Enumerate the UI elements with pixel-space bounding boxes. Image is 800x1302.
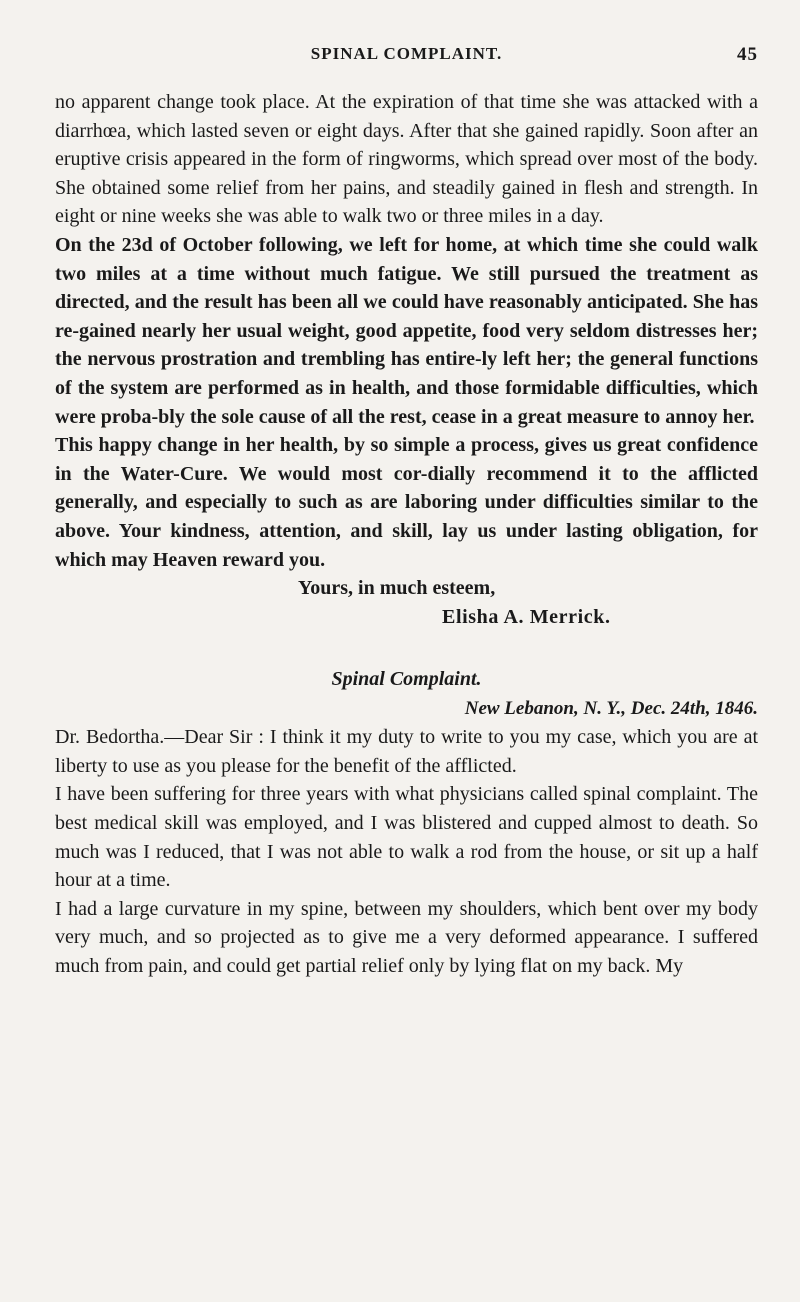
letter-closing: Yours, in much esteem, (298, 577, 496, 600)
running-head: SPINAL COMPLAINT. (310, 44, 503, 63)
letter-text (55, 723, 758, 980)
letter-paragraph-1: Dr. Bedortha.—Dear Sir : I think it my duty to write to you my case, which you are at liberty to use as you please for the benefit of the afflicted. (55, 726, 758, 777)
page-header (55, 44, 758, 74)
letter-paragraph-3: I had a large curvature in my spine, between my shoulders, which bent over my body very much, and so projected as to give me a very deformed appearance. I suffered much from pain, and could get partial relief only by lying flat on my back. My (55, 897, 758, 978)
letter-paragraph-2: I have been suffering for three years with what physicians called spinal complaint. The best medical skill was employed, and I was blistered and cupped almost to death. So much was I reduced, that I was not able to walk a rod from the house, or sit up a half hour at a time. (55, 783, 758, 892)
paragraph-1: no apparent change took place. At the expiration of that time she was attacked with a diarrhœa, which lasted seven or eight days. After that she gained rapidly. Soon after an eruptive crisis appeared in the form of ringworms, which spread over most of the body. She obtained some relief from her pains, and steadily gained in flesh and strength. In eight or nine weeks she was able to walk two or three miles in a day. (55, 91, 758, 228)
dateline: New Lebanon, N. Y., Dec. 24th, 1846. (464, 698, 758, 720)
page-number: 45 (737, 44, 758, 65)
paragraph-2: On the 23d of October following, we left for home, at which time she could walk two miles at a time without much fatigue. We still pursued the treatment as directed, and the result has been all we could have reasonably anticipated. She has re-gained nearly her usual weight, good appetite, food very seldom distresses her; the nervous prostration and trembling has entire-ly left her; the general functions of the system are performed as in health, and those formidable difficulties, which were proba-bly the sole cause of all the rest, cease in a great measure to annoy her. (55, 233, 758, 428)
paragraph-3: This happy change in her health, by so simple a process, gives us great confidence in the Water-Cure. We would most cor-dially recommend it to the afflicted generally, and especially to such as are laboring under difficulties similar to the above. Your kindness, attention, and skill, lay us under lasting obligation, for which may Heaven reward you. (55, 434, 758, 571)
body-text (55, 88, 758, 574)
letter-signature: Elisha A. Merrick. (442, 605, 611, 628)
section-title: Spinal Complaint. (331, 668, 482, 691)
